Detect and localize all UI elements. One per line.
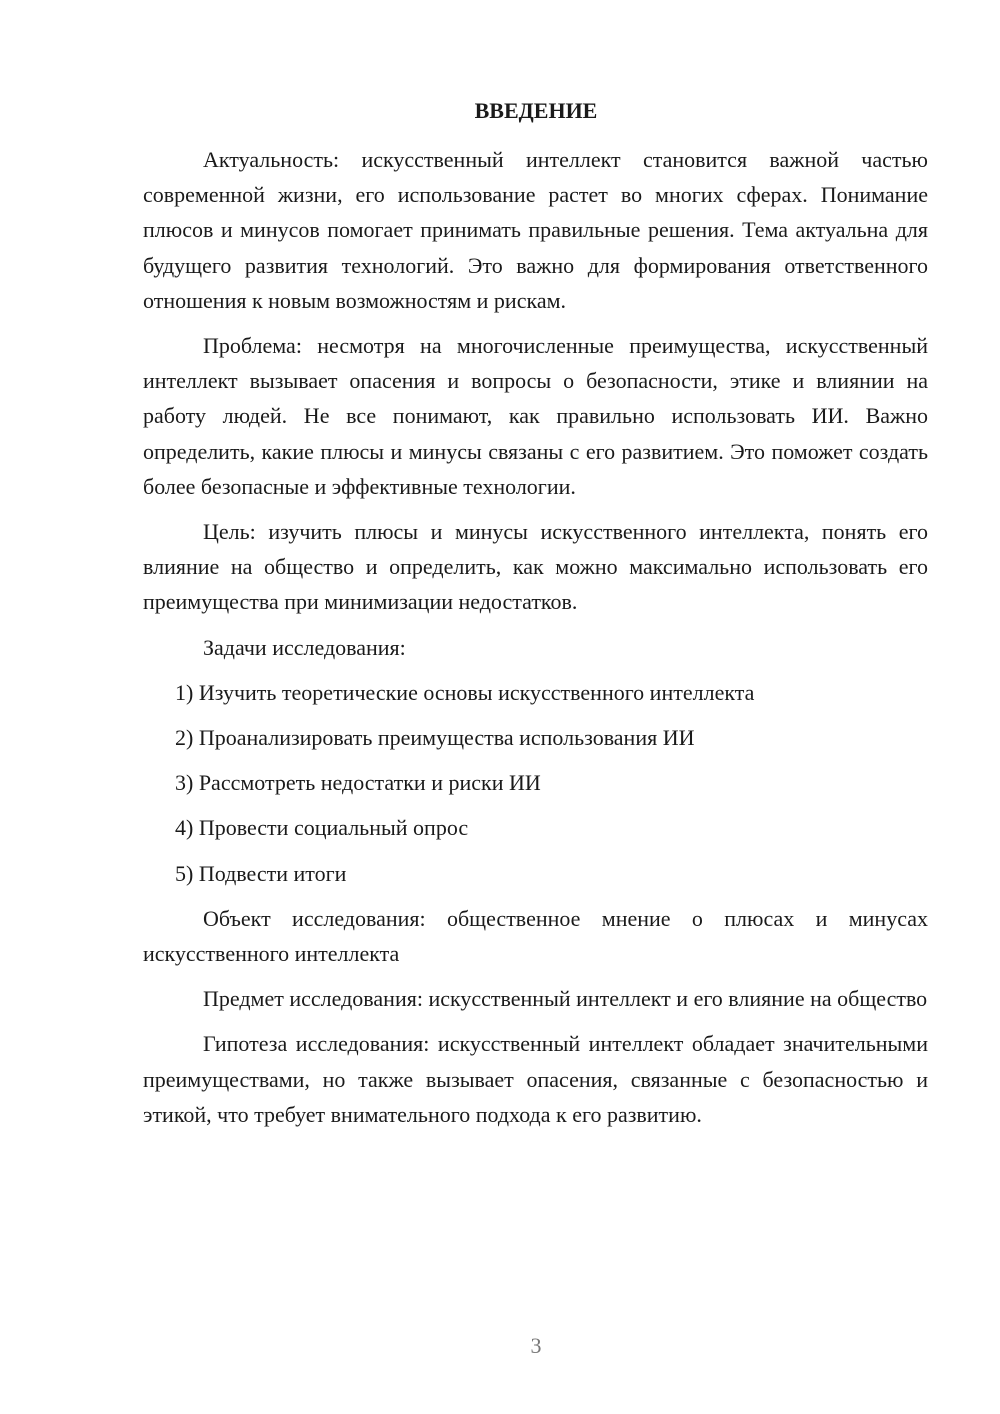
paragraph-subject: Предмет исследования: искусственный интеллект и его влияние на общество: [203, 986, 928, 1012]
document-body: [143, 142, 928, 1142]
page-number: 3: [530, 1333, 542, 1358]
page-title: ВВЕДЕНИЕ: [474, 98, 598, 123]
tasks-label: Задачи исследования:: [203, 634, 406, 660]
task-item: 1) Изучить теоретические основы искусственного интеллекта: [175, 679, 755, 705]
paragraph-object: Объект исследования: общественное мнение о плюсах и минусах искусственного интеллекта: [143, 905, 928, 967]
task-item: 2) Проанализировать преимущества использования ИИ: [175, 725, 695, 751]
task-item: 3) Рассмотреть недостатки и риски ИИ: [175, 770, 541, 796]
task-item: 4) Провести социальный опрос: [175, 815, 469, 841]
paragraph-problem: Проблема: несмотря на многочисленные преимущества, искусственный интеллект вызывает опасения и вопросы о безопасности, этике и влиянии на работу людей. Не все понимают, как правильно использовать ИИ. Важно определить, какие плюсы и минусы связаны с его развитием. Это поможет создать более безопасные и эффективные технологии.: [143, 333, 928, 499]
task-item: 5) Подвести итоги: [175, 860, 347, 886]
paragraph-goal: Цель: изучить плюсы и минусы искусственного интеллекта, понять его влияние на общество и определить, как можно максимально использовать его преимущества при минимизации недостатков.: [143, 519, 928, 615]
paragraph-relevance: Актуальность: искусственный интеллект становится важной частью современной жизни, его использование растет во многих сферах. Понимание плюсов и минусов помогает принимать правильные решения. Тема актуальна для будущего развития технологий. Это важно для формирования ответственного отношения к новым возможностям и рискам.: [143, 147, 928, 313]
paragraph-hypothesis: Гипотеза исследования: искусственный интеллект обладает значительными преимуществами, но также вызывает опасения, связанные с безопасностью и этикой, что требует внимательного подхода к его развитию.: [143, 1031, 928, 1127]
